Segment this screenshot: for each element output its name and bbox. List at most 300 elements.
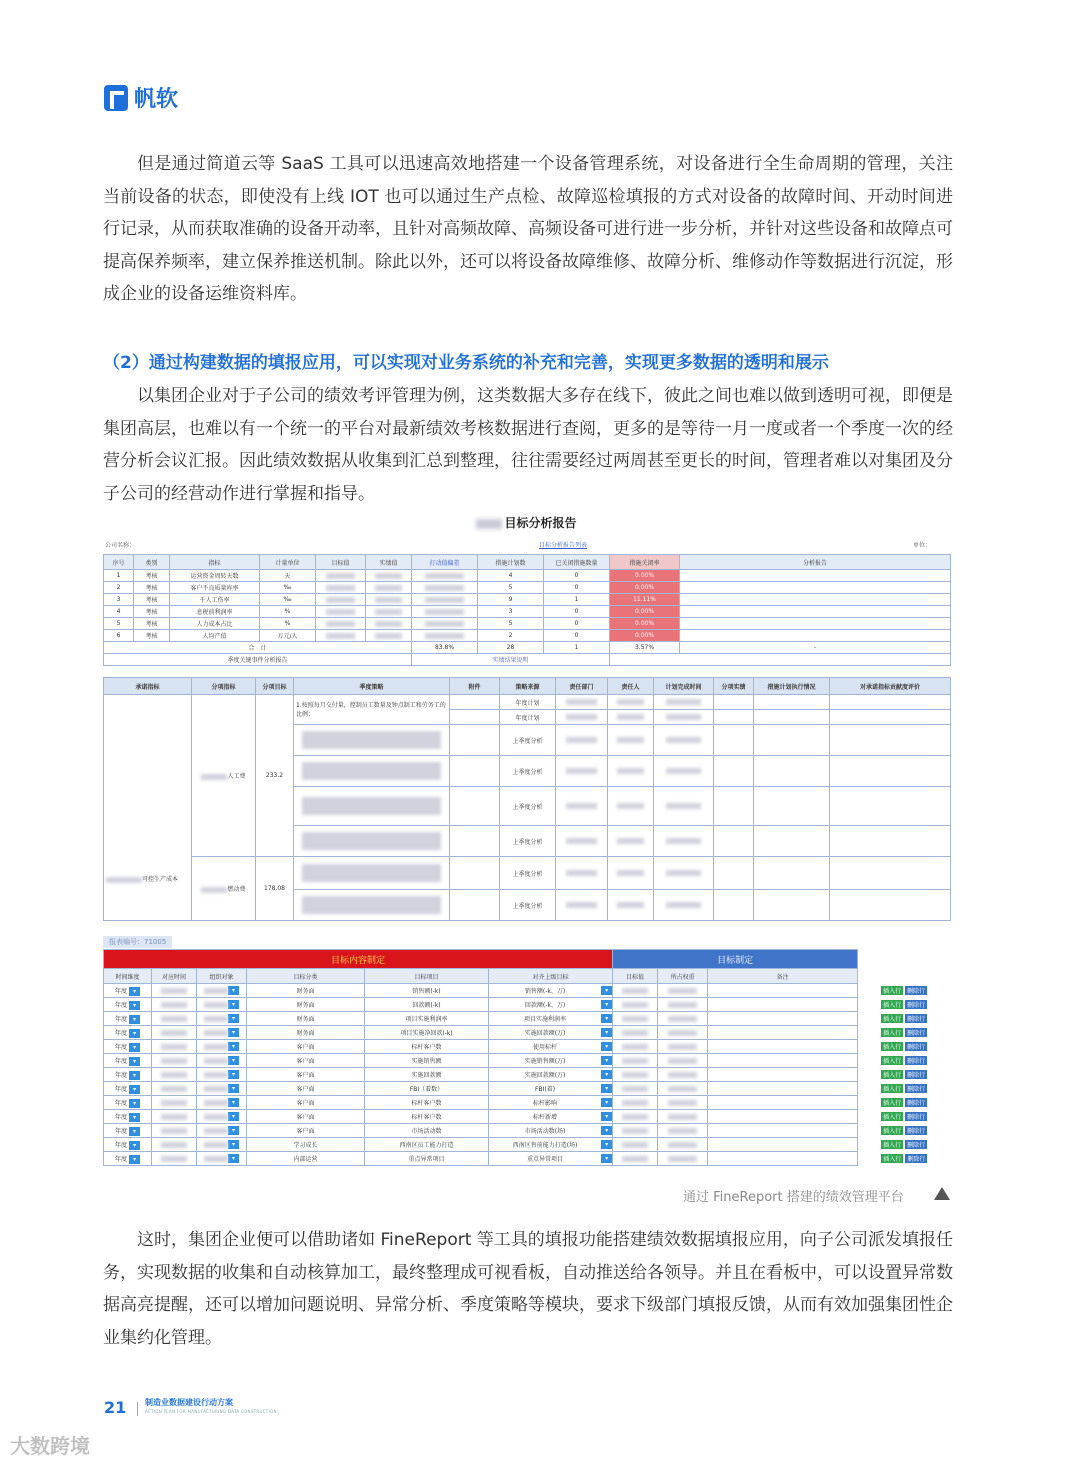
dropdown-arrow-icon[interactable]: ▾ bbox=[228, 1028, 239, 1037]
insert-row-button[interactable]: 插入行 bbox=[883, 1044, 902, 1051]
t3-category-cell[interactable]: 财务面 bbox=[247, 998, 365, 1012]
t3-header: 时间维度 bbox=[104, 969, 152, 984]
t3-category-cell[interactable]: 财务面 bbox=[247, 1026, 365, 1040]
t3-dimension-select[interactable] bbox=[104, 1124, 152, 1138]
delete-row-button[interactable]: 删除行 bbox=[907, 1114, 926, 1121]
t2-date-cell bbox=[654, 725, 714, 756]
dropdown-arrow-icon[interactable]: ▾ bbox=[228, 1112, 239, 1121]
t3-parent-target-select[interactable] bbox=[489, 984, 613, 998]
t1-report-cell[interactable] bbox=[680, 594, 951, 606]
t3-project-cell[interactable]: 西南区员工能力打造 bbox=[365, 1138, 489, 1152]
t3-remark-cell[interactable] bbox=[708, 1152, 858, 1166]
t1-header: 措施关闭率 bbox=[610, 555, 680, 570]
t2-row bbox=[104, 857, 951, 890]
dropdown-arrow-icon[interactable]: ▾ bbox=[601, 1028, 612, 1037]
t2-actual-cell bbox=[714, 725, 754, 756]
quarterly-strategy-table bbox=[103, 677, 951, 921]
dropdown-arrow-icon[interactable]: ▾ bbox=[129, 1155, 140, 1164]
redacted-value bbox=[622, 1016, 648, 1022]
redacted-value bbox=[617, 803, 644, 809]
t1-cell: 6 bbox=[104, 630, 134, 642]
t3-actions-cell bbox=[858, 1096, 951, 1110]
delete-row-button[interactable]: 删除行 bbox=[907, 988, 926, 995]
insert-row-button[interactable]: 插入行 bbox=[883, 1114, 902, 1121]
redacted-value bbox=[161, 1128, 187, 1134]
t3-org-select[interactable] bbox=[197, 1068, 247, 1082]
dropdown-arrow-icon[interactable]: ▾ bbox=[601, 1056, 612, 1065]
t1-header: 分析报告 bbox=[680, 555, 951, 570]
t3-remark-cell[interactable] bbox=[708, 1026, 858, 1040]
insert-row-button[interactable]: 插入行 bbox=[883, 1086, 902, 1093]
t2-attachment-cell[interactable] bbox=[450, 890, 500, 921]
t2-eval-cell bbox=[830, 826, 951, 857]
t3-parent-target-select[interactable] bbox=[489, 1110, 613, 1124]
t3-parent-target-select[interactable] bbox=[489, 1082, 613, 1096]
delete-row-button[interactable]: 删除行 bbox=[907, 1016, 926, 1023]
t3-org-select[interactable] bbox=[197, 998, 247, 1012]
t3-parent-target-select[interactable] bbox=[489, 1096, 613, 1110]
redacted-value bbox=[161, 1142, 187, 1148]
delete-row-button[interactable]: 删除行 bbox=[907, 1100, 926, 1107]
delete-row-button[interactable]: 删除行 bbox=[907, 1156, 926, 1163]
dropdown-arrow-icon[interactable]: ▾ bbox=[228, 1140, 239, 1149]
dropdown-arrow-icon[interactable]: ▾ bbox=[129, 1029, 140, 1038]
redacted-value bbox=[566, 803, 597, 809]
t3-org-select[interactable] bbox=[197, 1152, 247, 1166]
t3-parent-target-select[interactable] bbox=[489, 1068, 613, 1082]
t3-row bbox=[104, 1124, 951, 1138]
t1-report-cell[interactable] bbox=[680, 630, 951, 642]
t2-eval-cell bbox=[830, 756, 951, 787]
indicator-summary-table bbox=[103, 554, 951, 666]
dropdown-arrow-icon[interactable]: ▾ bbox=[601, 1140, 612, 1149]
t3-parent-target-select[interactable] bbox=[489, 1054, 613, 1068]
target-setting-table bbox=[103, 949, 951, 1166]
t3-parent-target-value: 标杆影响 bbox=[533, 1100, 558, 1107]
t2-exec-cell bbox=[754, 725, 830, 756]
t1-header: 目标值 bbox=[316, 555, 366, 570]
t1-total-deviation: 83.8% bbox=[412, 642, 478, 654]
t2-attachment-cell[interactable] bbox=[450, 695, 500, 710]
t1-actual-cell bbox=[366, 618, 412, 630]
t3-dimension-select[interactable] bbox=[104, 1026, 152, 1040]
t3-dimension-select[interactable] bbox=[104, 1082, 152, 1096]
t3-remark-cell[interactable] bbox=[708, 1138, 858, 1152]
t1-cell: 5 bbox=[104, 618, 134, 630]
t3-target-value-cell bbox=[613, 1040, 658, 1054]
t2-sub-name: 人工费 bbox=[227, 773, 246, 780]
dropdown-arrow-icon[interactable]: ▾ bbox=[601, 1014, 612, 1023]
redacted-value bbox=[666, 768, 701, 774]
t3-parent-target-select[interactable] bbox=[489, 1040, 613, 1054]
t3-target-value-cell bbox=[613, 1054, 658, 1068]
t1-rate-cell: 0.00% bbox=[610, 630, 680, 642]
t2-commit-indicator bbox=[104, 695, 192, 921]
redacted-value bbox=[204, 988, 228, 994]
t2-actual-cell bbox=[714, 695, 754, 710]
t3-dimension-select[interactable] bbox=[104, 1068, 152, 1082]
redacted-value bbox=[326, 621, 355, 627]
insert-row-button[interactable]: 插入行 bbox=[883, 988, 902, 995]
t2-exec-cell bbox=[754, 756, 830, 787]
t2-header: 分项指标 bbox=[192, 678, 256, 695]
dropdown-arrow-icon[interactable]: ▾ bbox=[129, 1099, 140, 1108]
t3-row bbox=[104, 1054, 951, 1068]
t3-dimension-select[interactable] bbox=[104, 1012, 152, 1026]
t1-cell: 考核 bbox=[134, 594, 170, 606]
t3-category-cell[interactable]: 财务面 bbox=[247, 1012, 365, 1026]
t3-target-value-cell bbox=[613, 1096, 658, 1110]
t3-org-select[interactable] bbox=[197, 1040, 247, 1054]
t1-cell: 0 bbox=[544, 570, 610, 582]
t3-dimension-select[interactable] bbox=[104, 998, 152, 1012]
t1-report-cell[interactable] bbox=[680, 606, 951, 618]
t2-sub-value: 178.08 bbox=[256, 857, 294, 921]
dropdown-arrow-icon[interactable]: ▾ bbox=[129, 987, 140, 996]
t3-org-select[interactable] bbox=[197, 1096, 247, 1110]
t3-parent-target-select[interactable] bbox=[489, 1026, 613, 1040]
t2-strategy-cell bbox=[294, 857, 450, 890]
insert-row-button[interactable]: 插入行 bbox=[883, 1100, 902, 1107]
dropdown-arrow-icon[interactable]: ▾ bbox=[129, 1001, 140, 1010]
t1-cell: ‰ bbox=[260, 594, 316, 606]
t3-category-cell[interactable]: 客户面 bbox=[247, 1110, 365, 1124]
insert-row-button[interactable]: 插入行 bbox=[883, 1142, 902, 1149]
t3-dimension-select[interactable] bbox=[104, 1138, 152, 1152]
t1-total-row bbox=[104, 642, 951, 654]
t3-target-value-cell bbox=[613, 998, 658, 1012]
t3-parent-target-select[interactable] bbox=[489, 1012, 613, 1026]
dropdown-arrow-icon[interactable]: ▾ bbox=[228, 1098, 239, 1107]
t2-owner-cell bbox=[608, 695, 654, 710]
t3-project-cell[interactable]: 项目实施净回款(-k) bbox=[365, 1026, 489, 1040]
insert-row-button[interactable]: 插入行 bbox=[883, 1128, 902, 1135]
redacted-value bbox=[302, 832, 442, 850]
redacted-value bbox=[622, 1086, 648, 1092]
t2-sub-indicator bbox=[192, 695, 256, 857]
t3-dimension-value: 年度 bbox=[115, 1015, 128, 1023]
redacted-value bbox=[204, 1114, 228, 1120]
t1-cell: % bbox=[260, 618, 316, 630]
t3-target-value-cell bbox=[613, 1138, 658, 1152]
t1-cell: 考核 bbox=[134, 582, 170, 594]
t2-header: 分项实绩 bbox=[714, 678, 754, 695]
t1-cell: 9 bbox=[478, 594, 544, 606]
t1-cell: 3 bbox=[104, 594, 134, 606]
t2-strategy-cell bbox=[294, 756, 450, 787]
t2-eval-cell bbox=[830, 890, 951, 921]
redacted-value bbox=[201, 887, 227, 893]
dropdown-arrow-icon[interactable]: ▾ bbox=[601, 1126, 612, 1135]
t3-category-cell[interactable]: 客户面 bbox=[247, 1124, 365, 1138]
t2-date-cell bbox=[654, 890, 714, 921]
t3-remark-cell[interactable] bbox=[708, 1110, 858, 1124]
t1-deviation-cell bbox=[412, 606, 478, 618]
t3-dimension-select[interactable] bbox=[104, 1096, 152, 1110]
t2-attachment-cell[interactable] bbox=[450, 756, 500, 787]
t2-sub-name: 燃动费 bbox=[227, 886, 246, 893]
redacted-value bbox=[566, 714, 597, 720]
insert-row-button[interactable]: 插入行 bbox=[883, 1058, 902, 1065]
dropdown-arrow-icon[interactable]: ▾ bbox=[228, 1154, 239, 1163]
t1-footer-empty bbox=[610, 654, 951, 666]
report-meta: 公司名称： 目标分析报告列表 单位： bbox=[105, 542, 932, 549]
t3-category-cell[interactable]: 内部运营 bbox=[247, 1152, 365, 1166]
t3-actions-cell bbox=[858, 1152, 951, 1166]
t3-category-cell[interactable]: 学习成长 bbox=[247, 1138, 365, 1152]
t3-project-cell[interactable]: 标杆客户数 bbox=[365, 1040, 489, 1054]
t3-parent-target-select[interactable] bbox=[489, 1124, 613, 1138]
t2-owner-cell bbox=[608, 725, 654, 756]
t2-attachment-cell[interactable] bbox=[450, 826, 500, 857]
t3-parent-target-select[interactable] bbox=[489, 998, 613, 1012]
dropdown-arrow-icon[interactable]: ▾ bbox=[601, 1084, 612, 1093]
t3-org-select[interactable] bbox=[197, 1026, 247, 1040]
t1-target-cell bbox=[316, 594, 366, 606]
t3-remark-cell[interactable] bbox=[708, 1082, 858, 1096]
dropdown-arrow-icon[interactable]: ▾ bbox=[228, 1000, 239, 1009]
t3-dimension-select[interactable] bbox=[104, 1040, 152, 1054]
t3-org-select[interactable] bbox=[197, 1012, 247, 1026]
delete-row-button[interactable]: 删除行 bbox=[907, 1128, 926, 1135]
dropdown-arrow-icon[interactable]: ▾ bbox=[129, 1127, 140, 1136]
t1-total-report: - bbox=[680, 642, 951, 654]
delete-row-button[interactable]: 删除行 bbox=[907, 1044, 926, 1051]
insert-row-button[interactable]: 插入行 bbox=[883, 1016, 902, 1023]
t3-project-cell[interactable]: 重点异常项目 bbox=[365, 1152, 489, 1166]
redacted-value bbox=[617, 714, 644, 720]
t3-dimension-value: 年度 bbox=[115, 1029, 128, 1037]
t3-remark-cell[interactable] bbox=[708, 1012, 858, 1026]
t1-rate-cell: 0.00% bbox=[610, 582, 680, 594]
t3-time-cell bbox=[152, 1068, 197, 1082]
t1-report-cell[interactable] bbox=[680, 618, 951, 630]
redacted-value bbox=[668, 1044, 697, 1050]
t3-row bbox=[104, 998, 951, 1012]
redacted-value bbox=[204, 1058, 228, 1064]
dropdown-arrow-icon[interactable]: ▾ bbox=[228, 986, 239, 995]
t3-dimension-value: 年度 bbox=[115, 1113, 128, 1121]
t3-header: 备注 bbox=[708, 969, 858, 984]
redacted-value bbox=[617, 768, 644, 774]
dropdown-arrow-icon[interactable]: ▾ bbox=[129, 1043, 140, 1052]
redacted-value bbox=[668, 1058, 697, 1064]
t3-project-cell[interactable]: 回款额(-k) bbox=[365, 998, 489, 1012]
t3-time-cell bbox=[152, 1152, 197, 1166]
redacted-value bbox=[425, 609, 464, 615]
delete-row-button[interactable]: 删除行 bbox=[907, 1072, 926, 1079]
redacted-value bbox=[666, 699, 701, 705]
t2-header: 措施计划执行情况 bbox=[754, 678, 830, 695]
t3-org-select[interactable] bbox=[197, 1124, 247, 1138]
t2-owner-cell bbox=[608, 756, 654, 787]
t3-target-value-cell bbox=[613, 1026, 658, 1040]
delete-row-button[interactable]: 删除行 bbox=[907, 1086, 926, 1093]
dropdown-arrow-icon[interactable]: ▾ bbox=[601, 1098, 612, 1107]
t3-time-cell bbox=[152, 1124, 197, 1138]
t3-category-cell[interactable]: 客户面 bbox=[247, 1040, 365, 1054]
redacted-value bbox=[204, 1142, 228, 1148]
dropdown-arrow-icon[interactable]: ▾ bbox=[129, 1057, 140, 1066]
delete-row-button[interactable]: 删除行 bbox=[907, 1030, 926, 1037]
t3-project-cell[interactable]: 标杆客户数 bbox=[365, 1110, 489, 1124]
redacted-value bbox=[622, 988, 648, 994]
t3-project-cell[interactable]: 市场活动数 bbox=[365, 1124, 489, 1138]
t3-org-select[interactable] bbox=[197, 1138, 247, 1152]
t3-project-cell[interactable]: 实施销售额 bbox=[365, 1054, 489, 1068]
dropdown-arrow-icon[interactable]: ▾ bbox=[228, 1070, 239, 1079]
t1-actual-cell bbox=[366, 630, 412, 642]
dropdown-arrow-icon[interactable]: ▾ bbox=[129, 1015, 140, 1024]
t1-footer-link[interactable]: 实绩结果说明 bbox=[412, 654, 610, 666]
redacted-value bbox=[622, 1002, 648, 1008]
redacted-value bbox=[566, 870, 597, 876]
delete-row-button[interactable]: 删除行 bbox=[907, 1058, 926, 1065]
t3-dimension-select[interactable] bbox=[104, 1110, 152, 1124]
t3-dimension-select[interactable] bbox=[104, 1152, 152, 1166]
t2-attachment-cell[interactable] bbox=[450, 857, 500, 890]
insert-row-button[interactable]: 插入行 bbox=[883, 1156, 902, 1163]
t3-weight-cell bbox=[658, 1068, 708, 1082]
t3-actions-cell bbox=[858, 984, 951, 998]
dropdown-arrow-icon[interactable]: ▾ bbox=[228, 1042, 239, 1051]
redacted-value bbox=[375, 609, 402, 615]
dropdown-arrow-icon[interactable]: ▾ bbox=[601, 1070, 612, 1079]
t2-owner-cell bbox=[608, 890, 654, 921]
dropdown-arrow-icon[interactable]: ▾ bbox=[129, 1085, 140, 1094]
t3-remark-cell[interactable] bbox=[708, 1040, 858, 1054]
t1-report-cell[interactable] bbox=[680, 582, 951, 594]
t1-total-rate: 3.57% bbox=[610, 642, 680, 654]
delete-row-button[interactable]: 删除行 bbox=[907, 1142, 926, 1149]
t3-time-cell bbox=[152, 1082, 197, 1096]
t3-target-value-cell bbox=[613, 984, 658, 998]
t3-parent-target-select[interactable] bbox=[489, 1152, 613, 1166]
t3-category-cell[interactable]: 财务面 bbox=[247, 984, 365, 998]
t3-parent-target-select[interactable] bbox=[489, 1138, 613, 1152]
dropdown-arrow-icon[interactable]: ▾ bbox=[601, 1042, 612, 1051]
t3-parent-target-value: 实施回款额(万) bbox=[524, 1072, 566, 1079]
caption-triangle-icon bbox=[934, 1187, 950, 1200]
t3-weight-cell bbox=[658, 1110, 708, 1124]
t3-row bbox=[104, 1096, 951, 1110]
t1-row bbox=[104, 594, 951, 606]
t3-remark-cell[interactable] bbox=[708, 1068, 858, 1082]
t1-report-cell[interactable] bbox=[680, 570, 951, 582]
t1-header: 已关闭措施数量 bbox=[544, 555, 610, 570]
t3-category-cell[interactable]: 客户面 bbox=[247, 1082, 365, 1096]
t2-attachment-cell[interactable] bbox=[450, 787, 500, 826]
redacted-value bbox=[622, 1044, 648, 1050]
t3-org-select[interactable] bbox=[197, 1082, 247, 1096]
dropdown-arrow-icon[interactable]: ▾ bbox=[601, 1154, 612, 1163]
watermark: 大数跨境 bbox=[10, 1434, 90, 1458]
t2-attachment-cell[interactable] bbox=[450, 710, 500, 725]
t1-target-cell bbox=[316, 606, 366, 618]
dropdown-arrow-icon[interactable]: ▾ bbox=[228, 1084, 239, 1093]
redacted-value bbox=[622, 1142, 648, 1148]
delete-row-button[interactable]: 删除行 bbox=[907, 1002, 926, 1009]
redacted-value bbox=[668, 1128, 697, 1134]
t3-dimension-select[interactable] bbox=[104, 1054, 152, 1068]
redacted-value bbox=[566, 737, 597, 743]
t3-parent-target-value: 销售额(-k、万) bbox=[524, 988, 566, 995]
t3-row bbox=[104, 1012, 951, 1026]
redacted-value bbox=[668, 1072, 697, 1078]
redacted-value bbox=[622, 1100, 648, 1106]
t2-attachment-cell[interactable] bbox=[450, 725, 500, 756]
redacted-value bbox=[617, 870, 644, 876]
section-heading-2: （2）通过构建数据的填报应用，可以实现对业务系统的补充和完善，实现更多数据的透明和展示 bbox=[103, 353, 829, 373]
t2-actual-cell bbox=[714, 857, 754, 890]
t3-org-select[interactable] bbox=[197, 984, 247, 998]
t3-remark-cell[interactable] bbox=[708, 1054, 858, 1068]
t2-source-cell: 上季度分析 bbox=[500, 756, 556, 787]
t3-remark-cell[interactable] bbox=[708, 1124, 858, 1138]
t3-dimension-value: 年度 bbox=[115, 1127, 128, 1135]
t3-remark-cell[interactable] bbox=[708, 984, 858, 998]
insert-row-button[interactable]: 插入行 bbox=[883, 1072, 902, 1079]
dropdown-arrow-icon[interactable]: ▾ bbox=[228, 1056, 239, 1065]
t3-org-select[interactable] bbox=[197, 1110, 247, 1124]
dropdown-arrow-icon[interactable]: ▾ bbox=[601, 986, 612, 995]
t3-dimension-select[interactable] bbox=[104, 984, 152, 998]
t2-header: 季度策略 bbox=[294, 678, 450, 695]
redacted-value bbox=[617, 699, 644, 705]
t3-category-cell[interactable]: 客户面 bbox=[247, 1054, 365, 1068]
redacted-value bbox=[375, 633, 402, 639]
t2-strategy-cell bbox=[294, 787, 450, 826]
insert-row-button[interactable]: 插入行 bbox=[883, 1030, 902, 1037]
t3-category-cell[interactable]: 客户面 bbox=[247, 1096, 365, 1110]
t3-time-cell bbox=[152, 998, 197, 1012]
redacted-value bbox=[668, 1114, 697, 1120]
dropdown-arrow-icon[interactable]: ▾ bbox=[228, 1014, 239, 1023]
page-number: 21 bbox=[104, 1398, 127, 1417]
dropdown-arrow-icon[interactable]: ▾ bbox=[129, 1113, 140, 1122]
t3-project-cell[interactable]: 标杆客户数 bbox=[365, 1096, 489, 1110]
t3-project-cell[interactable]: FBI（着数） bbox=[365, 1082, 489, 1096]
t3-category-cell[interactable]: 客户面 bbox=[247, 1068, 365, 1082]
t2-actual-cell bbox=[714, 756, 754, 787]
t3-project-cell[interactable]: 实施回款额 bbox=[365, 1068, 489, 1082]
redacted-value bbox=[204, 1156, 228, 1162]
t3-project-cell[interactable]: 项目实施利润率 bbox=[365, 1012, 489, 1026]
redacted-value bbox=[622, 1114, 648, 1120]
t2-eval-cell bbox=[830, 725, 951, 756]
t2-row bbox=[104, 695, 951, 710]
paragraph-2: 以集团企业对于子公司的绩效考评管理为例，这类数据大多存在线下，彼此之间也难以做到透明可视，即便是集团高层，也难以有一个统一的平台对最新绩效考核数据进行查阅，更多的是等待一月一度或者一个季度一次的经营分析会议汇报。因此绩效数据从收集到汇总到整理，往往需要经过两周甚至更长的时间，管理者难以对集团及分子公司的经营动作进行掌握和指导。 bbox=[103, 386, 953, 504]
redacted-value bbox=[425, 573, 464, 579]
t1-row bbox=[104, 570, 951, 582]
dropdown-arrow-icon[interactable]: ▾ bbox=[601, 1000, 612, 1009]
t2-strategy-cell bbox=[294, 725, 450, 756]
redacted-value bbox=[201, 774, 227, 780]
t3-remark-cell[interactable] bbox=[708, 998, 858, 1012]
dropdown-arrow-icon[interactable]: ▾ bbox=[601, 1112, 612, 1121]
t3-parent-target-value: 西南区售前能力打造(场) bbox=[512, 1142, 578, 1149]
t2-source-cell: 上季度分析 bbox=[500, 857, 556, 890]
t3-org-select[interactable] bbox=[197, 1054, 247, 1068]
t3-parent-target-value: 实施销售额(万) bbox=[524, 1058, 566, 1065]
dropdown-arrow-icon[interactable]: ▾ bbox=[228, 1126, 239, 1135]
t3-project-cell[interactable]: 销售额(-k) bbox=[365, 984, 489, 998]
dropdown-arrow-icon[interactable]: ▾ bbox=[129, 1071, 140, 1080]
t3-remark-cell[interactable] bbox=[708, 1096, 858, 1110]
t1-cell: 2 bbox=[104, 582, 134, 594]
insert-row-button[interactable]: 插入行 bbox=[883, 1002, 902, 1009]
dropdown-arrow-icon[interactable]: ▾ bbox=[129, 1141, 140, 1150]
